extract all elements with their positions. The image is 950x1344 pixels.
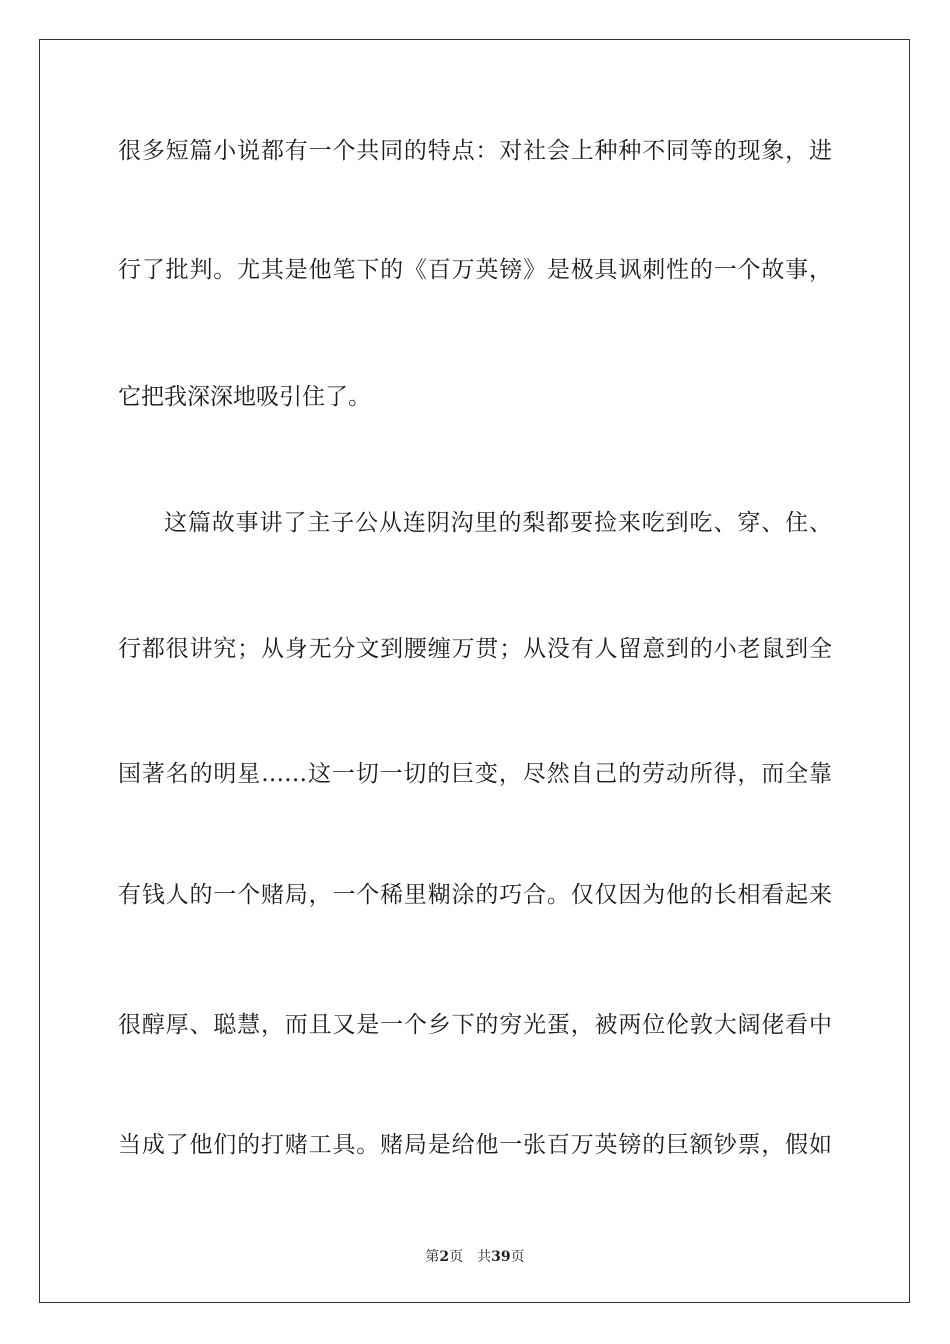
page-label-prefix: 第 <box>425 1249 440 1265</box>
total-pages: 39 <box>491 1249 511 1265</box>
page-footer <box>0 1248 950 1266</box>
text-line-9: 当成了他们的打赌工具。赌局是给他一张百万英镑的巨额钞票，假如 <box>118 1132 832 1158</box>
page-label-suffix: 页 <box>449 1249 464 1265</box>
text-line-5: 行都很讲究；从身无分文到腰缠万贯；从没有人留意到的小老鼠到全 <box>118 636 832 662</box>
page-border <box>39 39 910 1303</box>
total-label-prefix: 共 <box>477 1249 492 1265</box>
text-line-1: 很多短篇小说都有一个共同的特点：对社会上种种不同等的现象，进 <box>118 138 832 164</box>
page-number: 2 <box>439 1249 450 1265</box>
total-label-suffix: 页 <box>510 1249 525 1265</box>
text-line-6: 国著名的明星……这一切一切的巨变，尽然自己的劳动所得，而全靠 <box>118 761 832 787</box>
text-line-2: 行了批判。尤其是他笔下的《百万英镑》是极具讽刺性的一个故事， <box>118 257 832 283</box>
text-line-4: 这篇故事讲了主子公从连阴沟里的梨都要捡来吃到吃、穿、住、 <box>164 510 832 536</box>
text-line-3: 它把我深深地吸引住了。 <box>118 384 371 410</box>
text-line-7: 有钱人的一个赌局，一个稀里糊涂的巧合。仅仅因为他的长相看起来 <box>118 882 832 908</box>
text-line-8: 很醇厚、聪慧，而且又是一个乡下的穷光蛋，被两位伦敦大阔佬看中 <box>118 1012 832 1038</box>
